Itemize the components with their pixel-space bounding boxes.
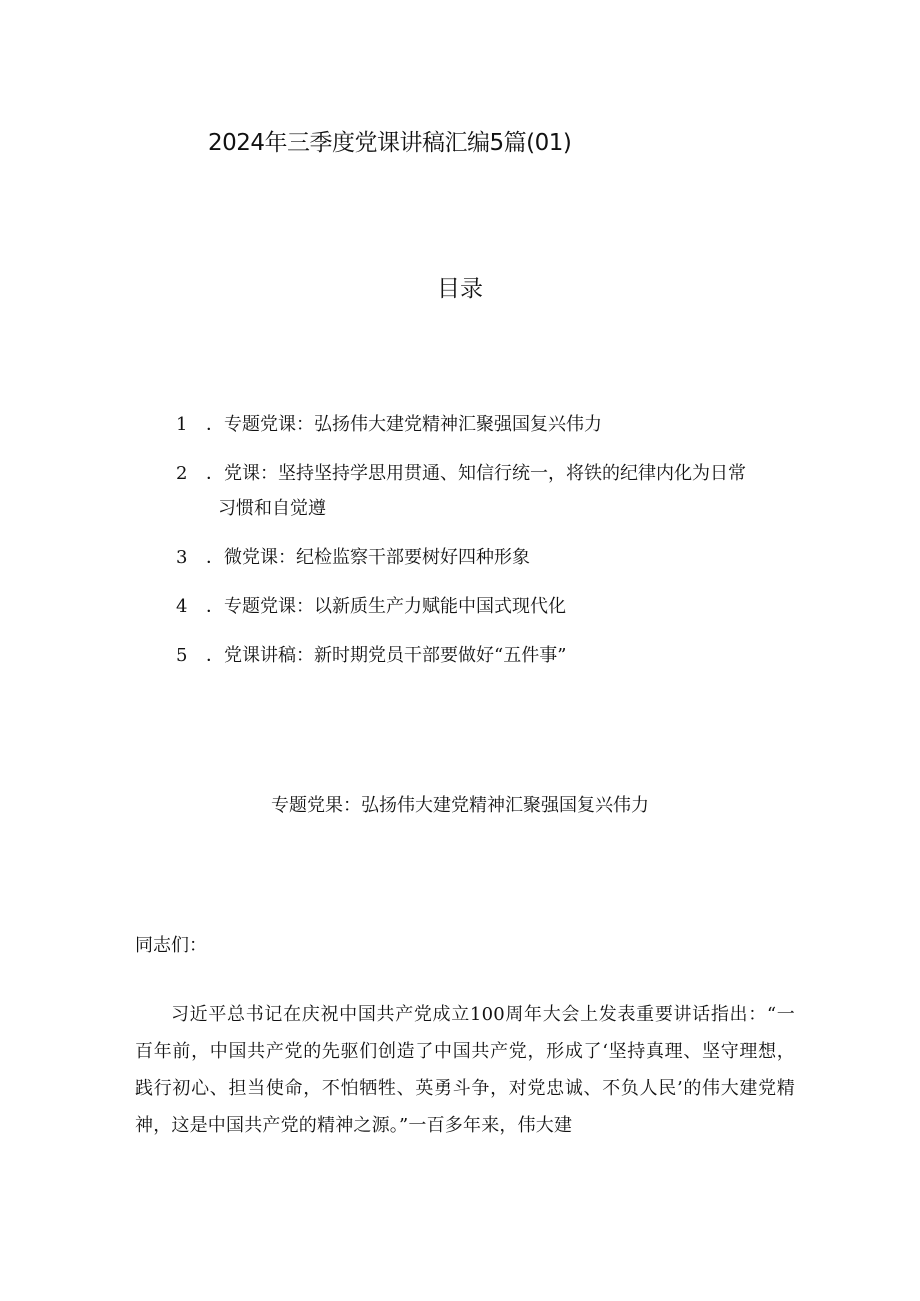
- toc-item[interactable]: [176, 456, 816, 526]
- toc-item[interactable]: [176, 407, 816, 442]
- toc-item-number: 3: [176, 547, 188, 568]
- toc-item-text-continuation: 习惯和自觉遵: [218, 498, 326, 519]
- toc-item-number: 4: [176, 596, 188, 617]
- toc-item-number: 2: [176, 463, 188, 484]
- toc-item[interactable]: [176, 638, 816, 673]
- document-title: 2024年三季度党课讲稿汇编5篇(01): [208, 130, 572, 156]
- toc-item-number: 1: [176, 414, 188, 435]
- toc-item-text: ．微党课：纪检监察干部要树好四种形象: [206, 547, 530, 568]
- toc-item[interactable]: [176, 589, 816, 624]
- table-of-contents: [176, 407, 816, 687]
- toc-heading: 目录: [437, 276, 483, 302]
- toc-item-text: ．党课：坚持坚持学思用贯通、知信行统一，将铁的纪律内化为日常 习惯和自觉遵: [206, 456, 816, 526]
- toc-item-text: ．党课讲稿：新时期党员干部要做好“五件事”: [206, 645, 567, 666]
- section-title: 专题党果：弘扬伟大建党精神汇聚强国复兴伟力: [271, 795, 649, 816]
- toc-item-text: ．专题党课：以新质生产力赋能中国式现代化: [206, 596, 566, 617]
- body-paragraph: 习近平总书记在庆祝中国共产党成立100周年大会上发表重要讲话指出：“一百年前，中国共产党的先驱们创造了中国共产党，形成了‘坚持真理、坚守理想，践行初心、担当使命，不怕牺牲、英勇斗争，对党忠诚、不负人民’的伟大建党精神，这是中国共产党的精神之源。”一百多年来，伟大建: [135, 1004, 795, 1136]
- salutation: 同志们：: [135, 935, 207, 956]
- toc-item[interactable]: [176, 540, 816, 575]
- toc-item-number: 5: [176, 645, 188, 666]
- toc-item-text: ．专题党课：弘扬伟大建党精神汇聚强国复兴伟力: [206, 414, 602, 435]
